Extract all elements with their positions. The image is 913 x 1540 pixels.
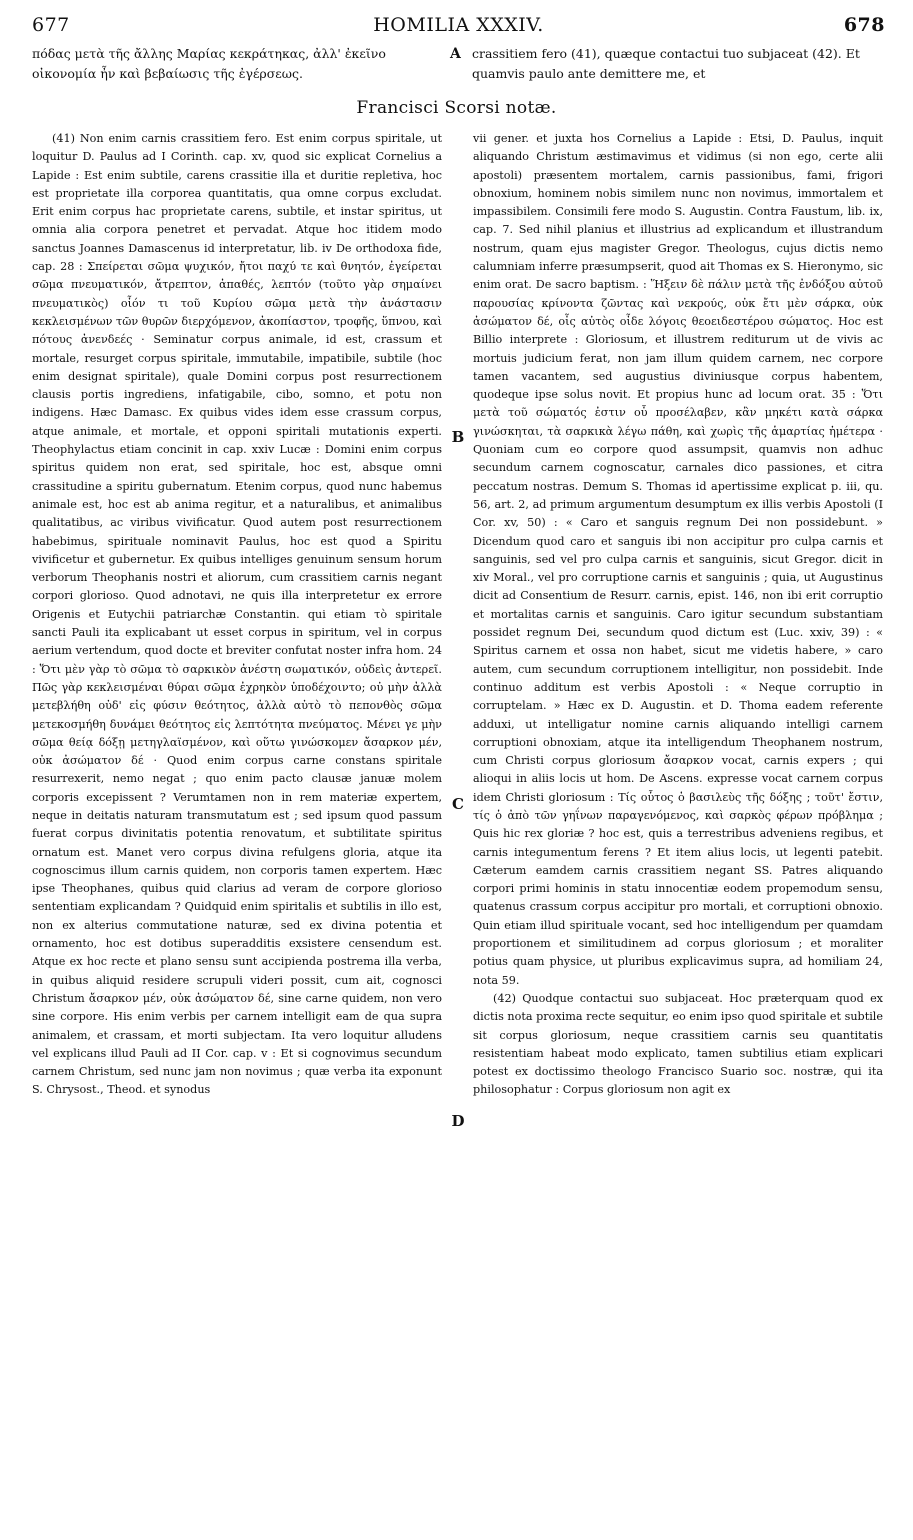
margin-letter-d: D [451,1112,465,1130]
margin-letter-a: A [450,46,461,62]
top-text-block [32,44,885,88]
page-number-right: 678 [843,14,885,36]
note-42-paragraph: (42) Quodque contactui suo subjaceat. Hoc præterquam quod ex dictis nota proxima recte sequitur, eo enim ipso quod spiritale et subtile sit corpus gloriosum, neque crassitiem carnis seu quantitatis resistentiam habeat modo explicato, tamen subtilius etiam explicari potest ex doctissimo theologo Francisco Suario soc. nostræ, qui ita philosophatur : Corpus gloriosum non agit ex [473,991,883,1097]
top-right-latin: crassitiem fero (41), quæque contactui tuo subjaceat (42). Et quamvis paulo ante demittere me, et [472,46,860,81]
margin-letter-b: B [451,428,465,446]
running-title: HOMILIA XXXIV. [373,14,544,36]
running-header [32,14,885,40]
note-41-paragraph: (41) Non enim carnis crassitiem fero. Est enim corpus spiritale, ut loquitur D. Paulus ad I Corinth. cap. xv, quod sic explicat Cornelius a Lapide : Est enim subtile, carens crassitie illa et duritie repletiva, hoc est proprietate illa corporea quantitatis, qua omne corpus excludat. Erit enim corpus hac proprietate carens, subtile, et instar spiritus, ut omnia alia corpora penetret et pervadat. Atque hoc itidem modo sanctus Joannes Damascenus id interpretatur, lib. iv De orthodoxa fide, cap. 28 : Σπείρεται σῶμα ψυχικόν, ἤτοι παχύ τε καὶ θνητόν, ἐγείρεται σῶμα πνευματικόν, ἄτρεπτον, ἀπαθές, λεπτόν (τοῦτο γὰρ σημαίνει πνευματικὸς) οἷόν τι τοῦ Κυρίου σῶμα μετὰ τὴν ἀνάστασιν κεκλεισμένων τῶν θυρῶν διερχόμενον, ἀκοπίαστον, τροφῆς, ὕπνου, καὶ πότους ἀνενδεές · Seminatur corpus animale, id est, crassum et mortale, resurget corpus spiritale, immutabile, impatibile, subtile (hoc enim designat spiritale), quale Domini corpus post resurrectionem clausis portis ingrediens, infatigabile, cibo, somno, et potu non indigens. Hæc Damasc. Ex quibus vides idem esse crassum corpus, atque animale, et mortale, et opponi spiritali mutationis experti. Theophylactus etiam concinit in cap. xxiv Lucæ : Domini enim corpus spiritus quidem non erat, sed spiritale, hoc est, absque omni crassitudine a spiritu gubernatum. Etenim corpus, quod nunc habemus animale est, hoc est ab anima regitur, et a naturalibus, et animalibus qualitatibus, ac viribus vivificatur. Quod autem post resurrectionem habebimus, spirituale nominavit Paulus, hoc est quod a Spiritu vivificetur et gubernetur. Ex quibus intelliges genuinum sensum horum verborum Theophanis nostri et aliorum, cum crassitiem carnis negant corpori glorioso. Quod adnotavi, ne quis illa interpretetur ex errore Origenis et Eutychii patriarchæ Constantin. qui etiam τὸ spiritale sancti Pauli ita explicabant ut esset corpus in spiritum, vel in corpus aerium vertendum, quod docte et breviter confutat noster infra hom. 24 : Ὅτι μὲν γὰρ τὸ σῶμα τὸ σαρκικὸν ἀνέστη σωματικόν, οὐδεὶς ἀντερεῖ. Πῶς γὰρ κεκλεισμέναι θύραι σῶμα ἐχρηκὸν ὑποδέχοιντο; οὐ μὴν ἀλλὰ μετεβλήθη οὐδ' εἰς φύσιν θεότητος, ἀλλὰ αὐτὸ τὸ πεπονθὸς σῶμα μετεκοσμήθη δυνάμει θεότητος εἰς λεπτότητα πνεύματος. Μένει γε μὴν σῶμα θείᾳ δόξῃ μετηγλαϊσμένον, καὶ οὕτω γινώσκομεν ἄσαρκον μέν, οὐκ ἀσώματον δέ · Quod enim corpus carne constans spiritale resurrexerit, nemo negat ; quo enim pacto clausæ januæ molem corporis excepissent ? Verumtamen non in rem materiæ expertem, neque in deitatis naturam transmutatum est ; sed ipsum quod passum fuerat corpus divinitatis potentia renovatum, et subtilitate spiritus ornatum est. Manet vero corpus divina refulgens gloria, atque ita cognoscimus illum carnis quidem, non corporis tamen expertem. Hæc ipse Theophanes, quibus quid clarius ad veram de corpore glorioso sententiam explicandam ? Quidquid enim spiritalis et subtilis in illo est, non ex alterius commutatione naturæ, sed ex divina potentia et ornamento, hoc est dotibus superadditis exsistere censendum est. Atque ex hoc recte et plano sensu sunt accipienda postrema illa verba, in quibus aliquid residere scrupuli videri possit, cum ait, cognosci Christum ἄσαρκον μέν, οὐκ ἀσώματον δέ, sine carne quidem, non vero sine corpore. His enim verbis per carnem intelligit eam de qua supra animalem, et crassam, et morti subjectam. Ita vero loquitur alludens vel explicans illud Pauli ad II Cor. cap. v : Et si cognovimus secundum carnem Christum, sed nunc jam non novimus ; quæ verba ita exponunt S. Chrysost., Theod. et synodus [32,132,442,1097]
notes-right-column [473,130,883,1520]
section-title: Francisci Scorsi notæ. [356,98,557,118]
page-number-left: 677 [32,14,70,36]
notes-left-column [32,130,442,1520]
note-41-continued-paragraph: vii gener. et juxta hos Cornelius a Lapide : Etsi, D. Paulus, inquit aliquando Christum æstimavimus et vidimus (si non ego, certe alii apostoli) præsentem mortalem, carnis passionibus, fami, frigori obnoxium, hominem nobis similem nunc non novimus, immortalem et impassibilem. Consimili fere modo S. Augustin. Contra Faustum, lib. ix, cap. 7. Sed nihil planius et illustrius ad explicandum et illustrandum nostrum, quam ejus magister Gregor. Theologus, cujus dictis nemo calumniam inferre præsumpserit, quod ait Thomas ex S. Hieronymo, sic enim orat. De sacro baptism. : Ἥξειν δὲ πάλιν μετὰ τῆς ἐνδόξου αὐτοῦ παρουσίας κρίνοντα ζῶντας καὶ νεκρούς, οὐκ ἔτι μὲν σάρκα, οὐκ ἀσώματον δέ, οἷς αὐτὸς οἶδε λόγοις θεοειδεστέρου σώματος. Hoc est Billio interprete : Gloriosum, et illustrem rediturum ut de vivis ac mortuis judicium ferat, non jam illum quidem carnem, nec corpore tamen vacantem, sed augustius diviniusque corpus habentem, quodeque ipse solus novit. Et propius hunc ad locum orat. 35 : Ὅτι μετὰ τοῦ σώματός ἐστιν οὗ προσέλαβεν, κἂν μηκέτι κατὰ σάρκα γινώσκηται, τὰ σαρκικὰ λέγω πάθη, καὶ χωρὶς τῆς ἁμαρτίας ἡμέτερα · Quoniam cum eo corpore quod assumpsit, quamvis non adhuc secundum carnem cognoscatur, carnales dico passiones, et citra peccatum nostras. Demum S. Thomas id apertissime explicat p. iii, qu. 56, art. 2, ad primum argumentum desumptum ex illis verbis Apostoli (I Cor. xv, 50) : « Caro et sanguis regnum Dei non possidebunt. » Dicendum quod caro et sanguis ibi non accipitur pro culpa carnis et sanguinis, sed vel pro culpa carnis et sanguinis, sicut Gregor. dicit in xiv Moral., vel pro corruptione carnis et sanguinis ; quia, ut Augustinus dicit ad Consentium de Resurr. carnis, epist. 146, non ibi erit corruptio et mortalitas carnis et sanguinis. Caro igitur secundum substantiam possidet regnum Dei, secundum quod dictum est (Luc. xxiv, 39) : « Spiritus carnem et ossa non habet, sicut me videtis habere, » caro autem, cum secundum corruptionem intelligitur, non possidebit. Inde continuo additum est verbis Apostoli : « Neque corruptio in corruptelam. » Hæc ex D. Augustin. et D. Thoma eadem referente adduxi, ut intelligatur nomine carnis aliquando intelligi carnem corruptioni obnoxiam, atque ita intelligendum Theophanem nostrum, cum Christi corpus gloriosum ἄσαρκον vocat, carnis expers ; qui alioqui in aliis locis ut hom. De Ascens. expresse vocat carnem corpus idem Christi gloriosum : Τίς οὗτος ὁ βασιλεὺς τῆς δόξης ; τοῦτ' ἔστιν, τίς ὁ ἀπὸ τῶν γηΐνων παραγενόμενος, καὶ σαρκὸς φέρων πρόβλημα ; Quis hic rex gloriæ ? hoc est, quis a terrestribus adveniens regibus, et carnis integumentum ferens ? Et item alius locis, ut legenti patebit. Cæterum eamdem carnis crassitiem negant SS. Patres aliquando corpori primi hominis in statu innocentiæ eodem propemodum sensu, quatenus crassum corpus accipitur pro mortali, et corruptioni obnoxio. Quin etiam illud spirituale vocant, sed hoc intelligendum per quamdam proportionem et similitudinem ad corpus gloriosum ; et moraliter potius quam physice, ut pluribus explicavimus supra, ad homiliam 24, nota 59. [473,132,883,987]
margin-letter-c: C [452,795,464,813]
top-left-greek: πόδας μετὰ τῆς ἄλλης Μαρίας κεκράτηκας, ἀλλ' ἐκεῖνο οἰκονομία ἦν καὶ βεβαίωσις τῆς ἐγέρσεως. [32,46,386,81]
